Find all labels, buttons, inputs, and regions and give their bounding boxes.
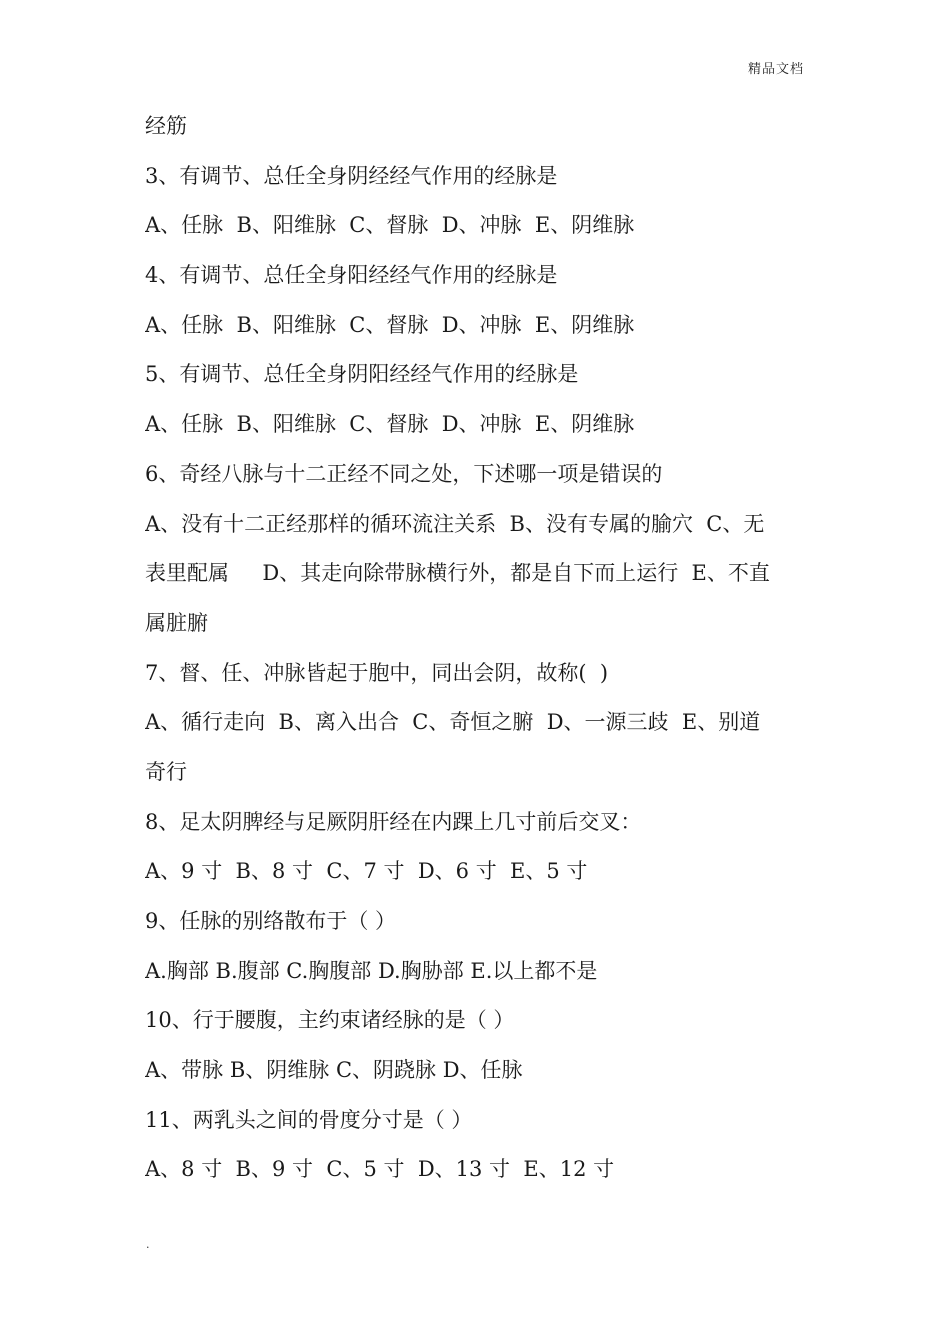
question-8: 8、足太阴脾经与足厥阴肝经在内踝上几寸前后交叉： — [145, 809, 642, 834]
question-7-options-line-2: 奇行 — [145, 759, 187, 784]
question-7-options-line-1: A、循行走向 B、离入出合 C、奇恒之腑 D、一源三歧 E、别道 — [145, 710, 761, 735]
question-10: 10、行于腰腹，主约束诸经脉的是（ ） — [145, 1008, 515, 1033]
question-4-options: A、任脉 B、阳维脉 C、督脉 D、冲脉 E、阴维脉 — [145, 312, 635, 337]
question-6-options-line-3: 属脏腑 — [145, 610, 208, 635]
question-5-options: A、任脉 B、阳维脉 C、督脉 D、冲脉 E、阴维脉 — [145, 412, 635, 437]
question-10-options: A、带脉 B、阴维脉 C、阴跷脉 D、任脉 — [145, 1058, 523, 1083]
question-6: 6、奇经八脉与十二正经不同之处，下述哪一项是错误的 — [145, 461, 663, 486]
question-9-options: A.胸部 B.腹部 C.胸腹部 D.胸胁部 E.以上都不是 — [145, 958, 598, 983]
question-11: 11、两乳头之间的骨度分寸是（ ） — [145, 1107, 473, 1132]
page-header-label: 精品文档 — [748, 62, 805, 77]
question-4: 4、有调节、总任全身阳经经气作用的经脉是 — [145, 263, 558, 288]
question-6-options-line-2: 表里配属 D、其走向除带脉横行外，都是自下而上运行 E、不直 — [145, 561, 770, 586]
question-3: 3、有调节、总任全身阴经经气作用的经脉是 — [145, 163, 558, 188]
question-11-options: A、8 寸 B、9 寸 C、5 寸 D、13 寸 E、12 寸 — [145, 1157, 615, 1182]
question-8-options: A、9 寸 B、8 寸 C、7 寸 D、6 寸 E、5 寸 — [145, 859, 588, 884]
question-9: 9、任脉的别络散布于（ ） — [145, 909, 397, 933]
text-line: 经筋 — [145, 114, 187, 138]
footer-mark: . — [146, 1238, 150, 1251]
question-5: 5、有调节、总任全身阴阳经经气作用的经脉是 — [145, 362, 579, 387]
question-6-options-line-1: A、没有十二正经那样的循环流注关系 B、没有专属的腧穴 C、无 — [145, 511, 765, 536]
question-3-options: A、任脉 B、阳维脉 C、督脉 D、冲脉 E、阴维脉 — [145, 213, 635, 238]
question-7: 7、督、任、冲脉皆起于胞中，同出会阴，故称( ) — [145, 660, 609, 685]
document-body — [145, 102, 815, 1195]
